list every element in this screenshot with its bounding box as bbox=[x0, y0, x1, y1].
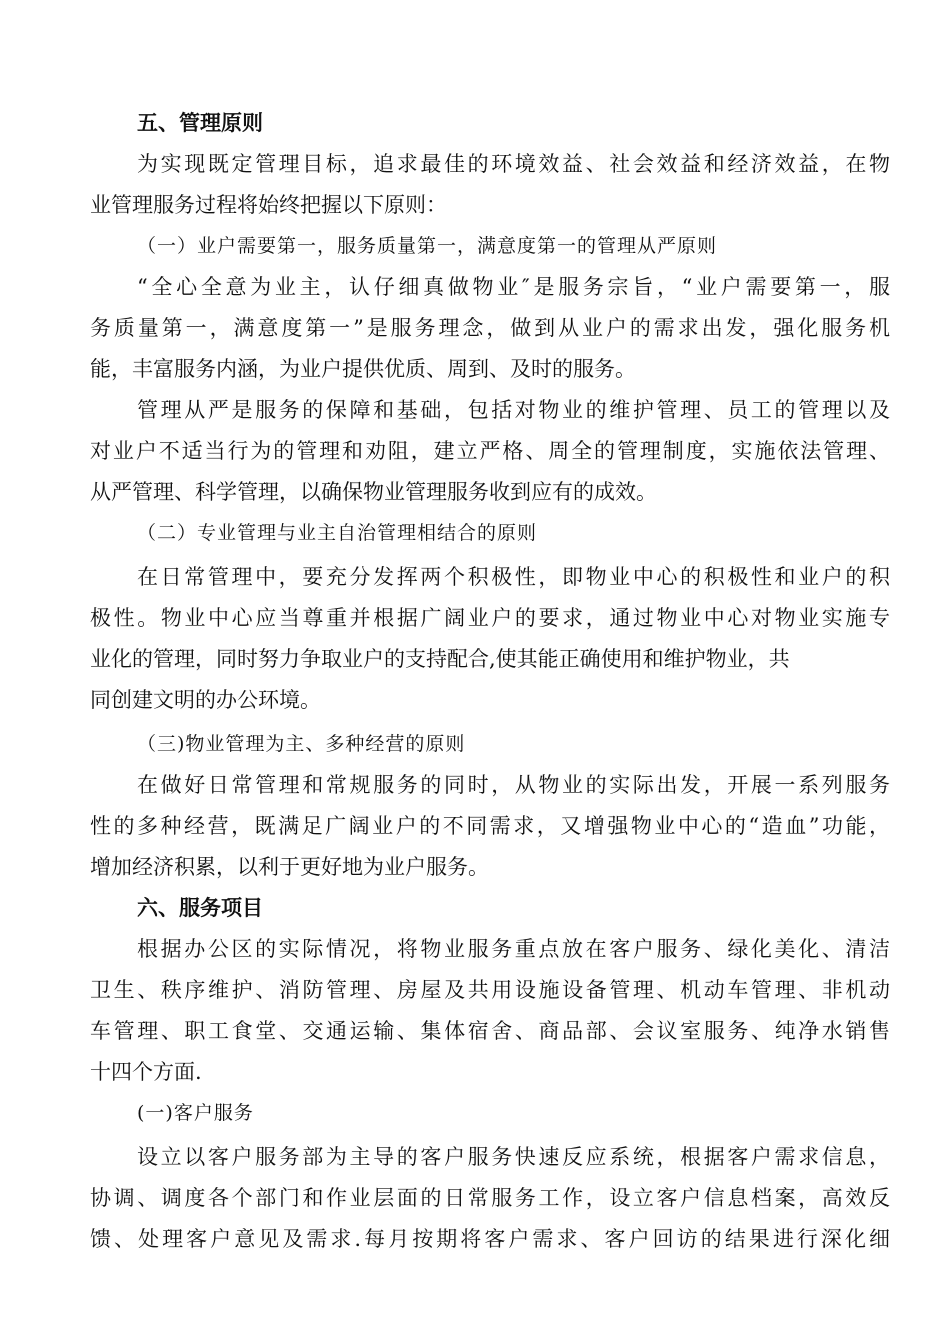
paragraph-line: 增加经济积累，以利于更好地为业户服务。 bbox=[90, 855, 489, 879]
paragraph-line: 业化的管理，同时努力争取业户的支持配合,使其能正确使用和维护物业，共 bbox=[90, 647, 790, 671]
paragraph-line: 设立以客户服务部为主导的客户服务快速反应系统，根据客户需求信息， bbox=[137, 1145, 890, 1169]
paragraph-line: 业管理服务过程将始终把握以下原则： bbox=[90, 193, 447, 217]
section-heading-management-principles: 五、管理原则 bbox=[137, 111, 263, 135]
subheading-principle-2: （二）专业管理与业主自治管理相结合的原则 bbox=[137, 522, 538, 544]
paragraph-line: 馈、处理客户意见及需求.每月按期将客户需求、客户回访的结果进行深化细 bbox=[90, 1227, 890, 1251]
paragraph-line: 根据办公区的实际情况，将物业服务重点放在客户服务、绿化美化、清洁 bbox=[137, 937, 890, 961]
paragraph-line: 务质量第一，满意度第一”是服务理念，做到从业户的需求出发，强化服务机 bbox=[90, 316, 890, 340]
paragraph-line: 对业户不适当行为的管理和劝阻，建立严格、周全的管理制度，实施依法管理、 bbox=[90, 439, 890, 463]
subheading-customer-service: (一)客户服务 bbox=[137, 1102, 254, 1124]
paragraph-line: 车管理、职工食堂、交通运输、集体宿舍、商品部、会议室服务、纯净水销售 bbox=[90, 1019, 890, 1043]
paragraph-line: 从严管理、科学管理，以确保物业管理服务收到应有的成效。 bbox=[90, 480, 657, 504]
subheading-principle-3: （三)物业管理为主、多种经营的原则 bbox=[137, 733, 466, 755]
paragraph-line: 极性。物业中心应当尊重并根据广阔业户的要求，通过物业中心对物业实施专 bbox=[90, 606, 890, 630]
section-heading-service-items: 六、服务项目 bbox=[137, 896, 263, 920]
paragraph-line: 在日常管理中，要充分发挥两个积极性，即物业中心的积极性和业户的积 bbox=[137, 565, 890, 589]
paragraph-line: 性的多种经营，既满足广阔业户的不同需求，又增强物业中心的“造血”功能， bbox=[90, 814, 890, 838]
paragraph-line: 十四个方面. bbox=[90, 1060, 202, 1084]
paragraph-line: 同创建文明的办公环境。 bbox=[90, 688, 321, 712]
paragraph-line: 为实现既定管理目标，追求最佳的环境效益、社会效益和经济效益，在物 bbox=[137, 152, 890, 176]
paragraph-line: 管理从严是服务的保障和基础，包括对物业的维护管理、员工的管理以及 bbox=[137, 398, 890, 422]
paragraph-line: 卫生、秩序维护、消防管理、房屋及共用设施设备管理、机动车管理、非机动 bbox=[90, 978, 890, 1002]
paragraph-line: 协调、调度各个部门和作业层面的日常服务工作，设立客户信息档案，高效反 bbox=[90, 1186, 890, 1210]
paragraph-line: 能，丰富服务内涵，为业户提供优质、周到、及时的服务。 bbox=[90, 357, 636, 381]
paragraph-line: “全心全意为业主，认仔细真做物业″是服务宗旨，“业户需要第一，服 bbox=[137, 275, 890, 299]
paragraph-line: 在做好日常管理和常规服务的同时，从物业的实际出发，开展一系列服务 bbox=[137, 773, 890, 797]
subheading-principle-1: （一）业户需要第一，服务质量第一，满意度第一的管理从严原则 bbox=[137, 235, 718, 257]
